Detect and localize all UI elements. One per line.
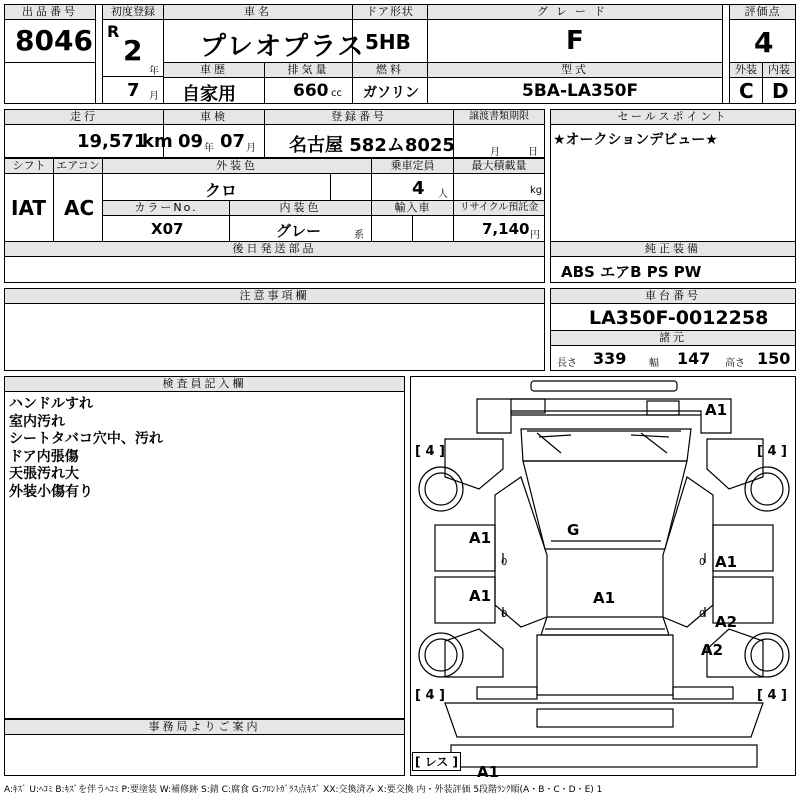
specs-header: 諸元 (550, 330, 796, 346)
month-unit: 月 (149, 91, 159, 102)
registration-number: 名古屋 582ム8025 (289, 135, 455, 156)
capacity-header: 乗車定員 (371, 158, 454, 174)
panel-zero: 0 (501, 557, 508, 568)
first-registration-month-cell (102, 76, 164, 104)
aircon: AC (64, 196, 95, 220)
inspector-note: 室内汚れ (9, 413, 65, 430)
panel-zero: 0 (699, 609, 706, 620)
lot-blank-cell (4, 62, 96, 104)
history: 自家用 (182, 84, 236, 105)
history-header: 車歴 (163, 62, 265, 78)
spec-width: 147 (677, 349, 711, 368)
car-name-header: 車名 (163, 4, 353, 20)
grade-header: グレード (427, 4, 723, 20)
exterior-color: クロ (205, 181, 238, 200)
capacity-cell (371, 173, 454, 201)
office-info-cell (4, 734, 405, 776)
damage-mark: A1 (477, 763, 500, 781)
left-front-fender (445, 439, 503, 489)
displacement: 660 (293, 81, 329, 101)
panel-zero: 0 (699, 557, 706, 568)
car-diagram-frame (410, 376, 796, 781)
history-cell (163, 77, 265, 104)
exterior-color-extra-cell (330, 173, 372, 201)
import-cell-b (412, 215, 454, 242)
era: R (107, 22, 120, 41)
recycle-header: リサイクル預託金 (453, 200, 545, 216)
color-no: X07 (151, 220, 184, 238)
panel-zero: 0 (501, 609, 508, 620)
right-side-outline (663, 477, 713, 627)
rear-plate-area (537, 709, 673, 727)
shift: IAT (11, 196, 47, 220)
registration-year: 2 (123, 34, 143, 67)
rear-window-outline (541, 617, 669, 635)
recycle-fee: 7,140 (482, 220, 530, 238)
first-registration-header: 初度登録 (102, 4, 164, 20)
displacement-header: 排気量 (264, 62, 353, 78)
capacity-unit: 人 (438, 189, 448, 200)
later-parts-cell (4, 256, 545, 283)
genuine-equipment-header: 純正装備 (550, 241, 796, 257)
aircon-cell (53, 173, 103, 242)
later-parts-header: 後日発送部品 (4, 241, 545, 257)
damage-mark: G (567, 521, 580, 539)
inspector-note: シートタバコ穴中、汚れ (9, 431, 163, 447)
left-side-outline (495, 477, 547, 627)
damage-mark: A2 (715, 613, 738, 631)
registration-number-header: 登録番号 (264, 109, 454, 125)
score-header: 評価点 (729, 4, 796, 20)
lot-number-header: 出品番号 (4, 4, 96, 20)
recycle-cell (453, 215, 545, 242)
import-header: 輸入車 (371, 200, 454, 216)
shift-header: シフト (4, 158, 54, 174)
inspector-notes-header: 検査員記入欄 (4, 376, 405, 392)
legend: A:ｷｽﾞ U:ﾍｺﾐ B:ｷｽﾞを伴うﾍｺﾐ P:要塗装 W:補修跡 S:錆 C:腐食 G:ﾌﾛﾝﾄｶﾞﾗｽ点ｷｽﾞ XX:交換済み X:要交換 内・外装評価 5段階ﾗﾝｸ順(A・B・C・D・E) 1 (4, 785, 603, 795)
registration-month: 7 (127, 80, 140, 101)
transfer-deadline-header: 譲渡書類期限 (453, 109, 545, 125)
interior-score-header: 内装 (762, 62, 796, 78)
spec-length-label: 長さ (557, 358, 577, 369)
score-cell (729, 19, 796, 63)
door-type-cell (352, 19, 428, 63)
model-code: 5BA-LA350F (522, 81, 639, 101)
spec-height-label: 高さ (725, 358, 745, 369)
exterior-score-header: 外装 (729, 62, 763, 78)
exterior-color-cell (102, 173, 331, 201)
first-registration-cell (102, 19, 164, 77)
color-no-header: カラーNo. (102, 200, 230, 216)
right-front-fender (707, 439, 763, 489)
front-bumper-outline (531, 381, 677, 391)
damage-mark: A2 (701, 641, 724, 659)
door-type-header: ドア形状 (352, 4, 428, 20)
inspection-month: 07 (220, 131, 246, 152)
mileage-unit: km (142, 131, 173, 152)
notes-cell (4, 303, 545, 371)
interior-color: グレー (276, 222, 322, 240)
inspection-year: 09 (178, 131, 204, 152)
roof-outline (523, 461, 687, 549)
left-rear-fender (445, 629, 503, 677)
chassis-number: LA350F-0012258 (589, 307, 769, 329)
displacement-unit: cc (331, 88, 342, 99)
inspector-notes-cell (4, 391, 405, 719)
capacity: 4 (412, 178, 425, 199)
import-cell-a (371, 215, 413, 242)
tire-depth: [ 4 ] (757, 688, 787, 703)
sales-points-cell (550, 124, 796, 242)
recycle-unit: 円 (530, 230, 540, 241)
notes-header: 注意事項欄 (4, 288, 545, 304)
car-name: プレオプラス (200, 32, 366, 62)
transfer-month-unit: 月 (490, 147, 500, 158)
interior-color-cell (229, 215, 372, 242)
rear-bumper-outline (445, 703, 763, 737)
chassis-number-cell (550, 303, 796, 331)
color-no-cell (102, 215, 230, 242)
chassis-number-header: 車台番号 (550, 288, 796, 304)
trunk-outline (537, 635, 673, 695)
rear-lamp-right (673, 687, 733, 699)
spec-length: 339 (593, 349, 627, 368)
damage-mark: A1 (705, 401, 728, 419)
inspector-notes-list (9, 396, 163, 501)
interior-score: D (772, 79, 789, 103)
transfer-day-unit: 日 (528, 147, 538, 158)
damage-mark: A1 (593, 589, 616, 607)
max-load-header: 最大積載量 (453, 158, 545, 174)
interior-color-header: 内装色 (229, 200, 372, 216)
interior-score-cell (762, 77, 796, 104)
windshield-outline (521, 429, 691, 461)
sales-point: ★オークションデビュー★ (553, 132, 718, 148)
score: 4 (754, 26, 774, 59)
mileage: 19,571 (77, 131, 147, 152)
model-code-cell (427, 77, 723, 104)
inspection-year-unit: 年 (204, 143, 214, 154)
exterior-score-cell (729, 77, 763, 104)
exterior-color-header: 外装色 (102, 158, 372, 174)
inspection-cell (163, 124, 265, 158)
fuel-header: 燃料 (352, 62, 428, 78)
damage-mark: A1 (469, 587, 492, 605)
car-name-cell (163, 19, 366, 63)
mileage-cell (4, 124, 173, 158)
office-info-header: 事務局よりご案内 (4, 719, 405, 735)
fuel: ガソリン (363, 85, 419, 101)
front-body-outline (477, 399, 731, 433)
car-diagram (411, 377, 797, 781)
tire-depth: [ 4 ] (757, 444, 787, 459)
max-load-cell (453, 173, 545, 201)
inspector-note: ドア内張傷 (9, 448, 79, 465)
spec-width-label: 幅 (649, 358, 659, 369)
spec-height: 150 (757, 349, 791, 368)
year-unit: 年 (149, 66, 159, 77)
grade-cell (427, 19, 723, 63)
tire-depth: [ 4 ] (415, 444, 445, 459)
interior-color-suffix: 系 (354, 230, 364, 241)
damage-mark: A1 (469, 529, 492, 547)
shift-cell (4, 173, 54, 242)
registration-number-cell (264, 124, 454, 158)
sales-points-header: セールスポイント (550, 109, 796, 125)
specs-cell (550, 345, 796, 371)
lot-number-cell (4, 19, 96, 63)
genuine-equipment: ABS エアB PS PW (561, 263, 702, 281)
inspector-note: 天張汚れ大 (9, 466, 79, 482)
fuel-cell (352, 77, 428, 104)
genuine-equipment-cell (550, 256, 796, 283)
inspector-note: 外装小傷有り (9, 483, 93, 500)
lot-number: 8046 (15, 24, 93, 57)
mileage-header: 走行 (4, 109, 164, 125)
aircon-header: エアコン (53, 158, 103, 174)
damage-mark: A1 (715, 553, 738, 571)
max-load-unit: kg (530, 185, 543, 196)
displacement-cell (264, 77, 353, 104)
grade: F (566, 26, 584, 56)
tire-depth: [ 4 ] (415, 688, 445, 703)
model-code-header: 型式 (427, 62, 723, 78)
door-type: 5HB (365, 30, 411, 54)
rear-lamp-left (477, 687, 537, 699)
front-grille-right (647, 401, 679, 415)
exterior-score: C (739, 79, 754, 103)
left-front-tire (419, 467, 463, 511)
inspection-header: 車検 (163, 109, 265, 125)
transfer-deadline-cell (453, 124, 545, 158)
spare-tire: [ レス ] (412, 752, 461, 771)
inspection-month-unit: 月 (246, 143, 256, 154)
inspector-note: ハンドルすれ (9, 396, 93, 412)
